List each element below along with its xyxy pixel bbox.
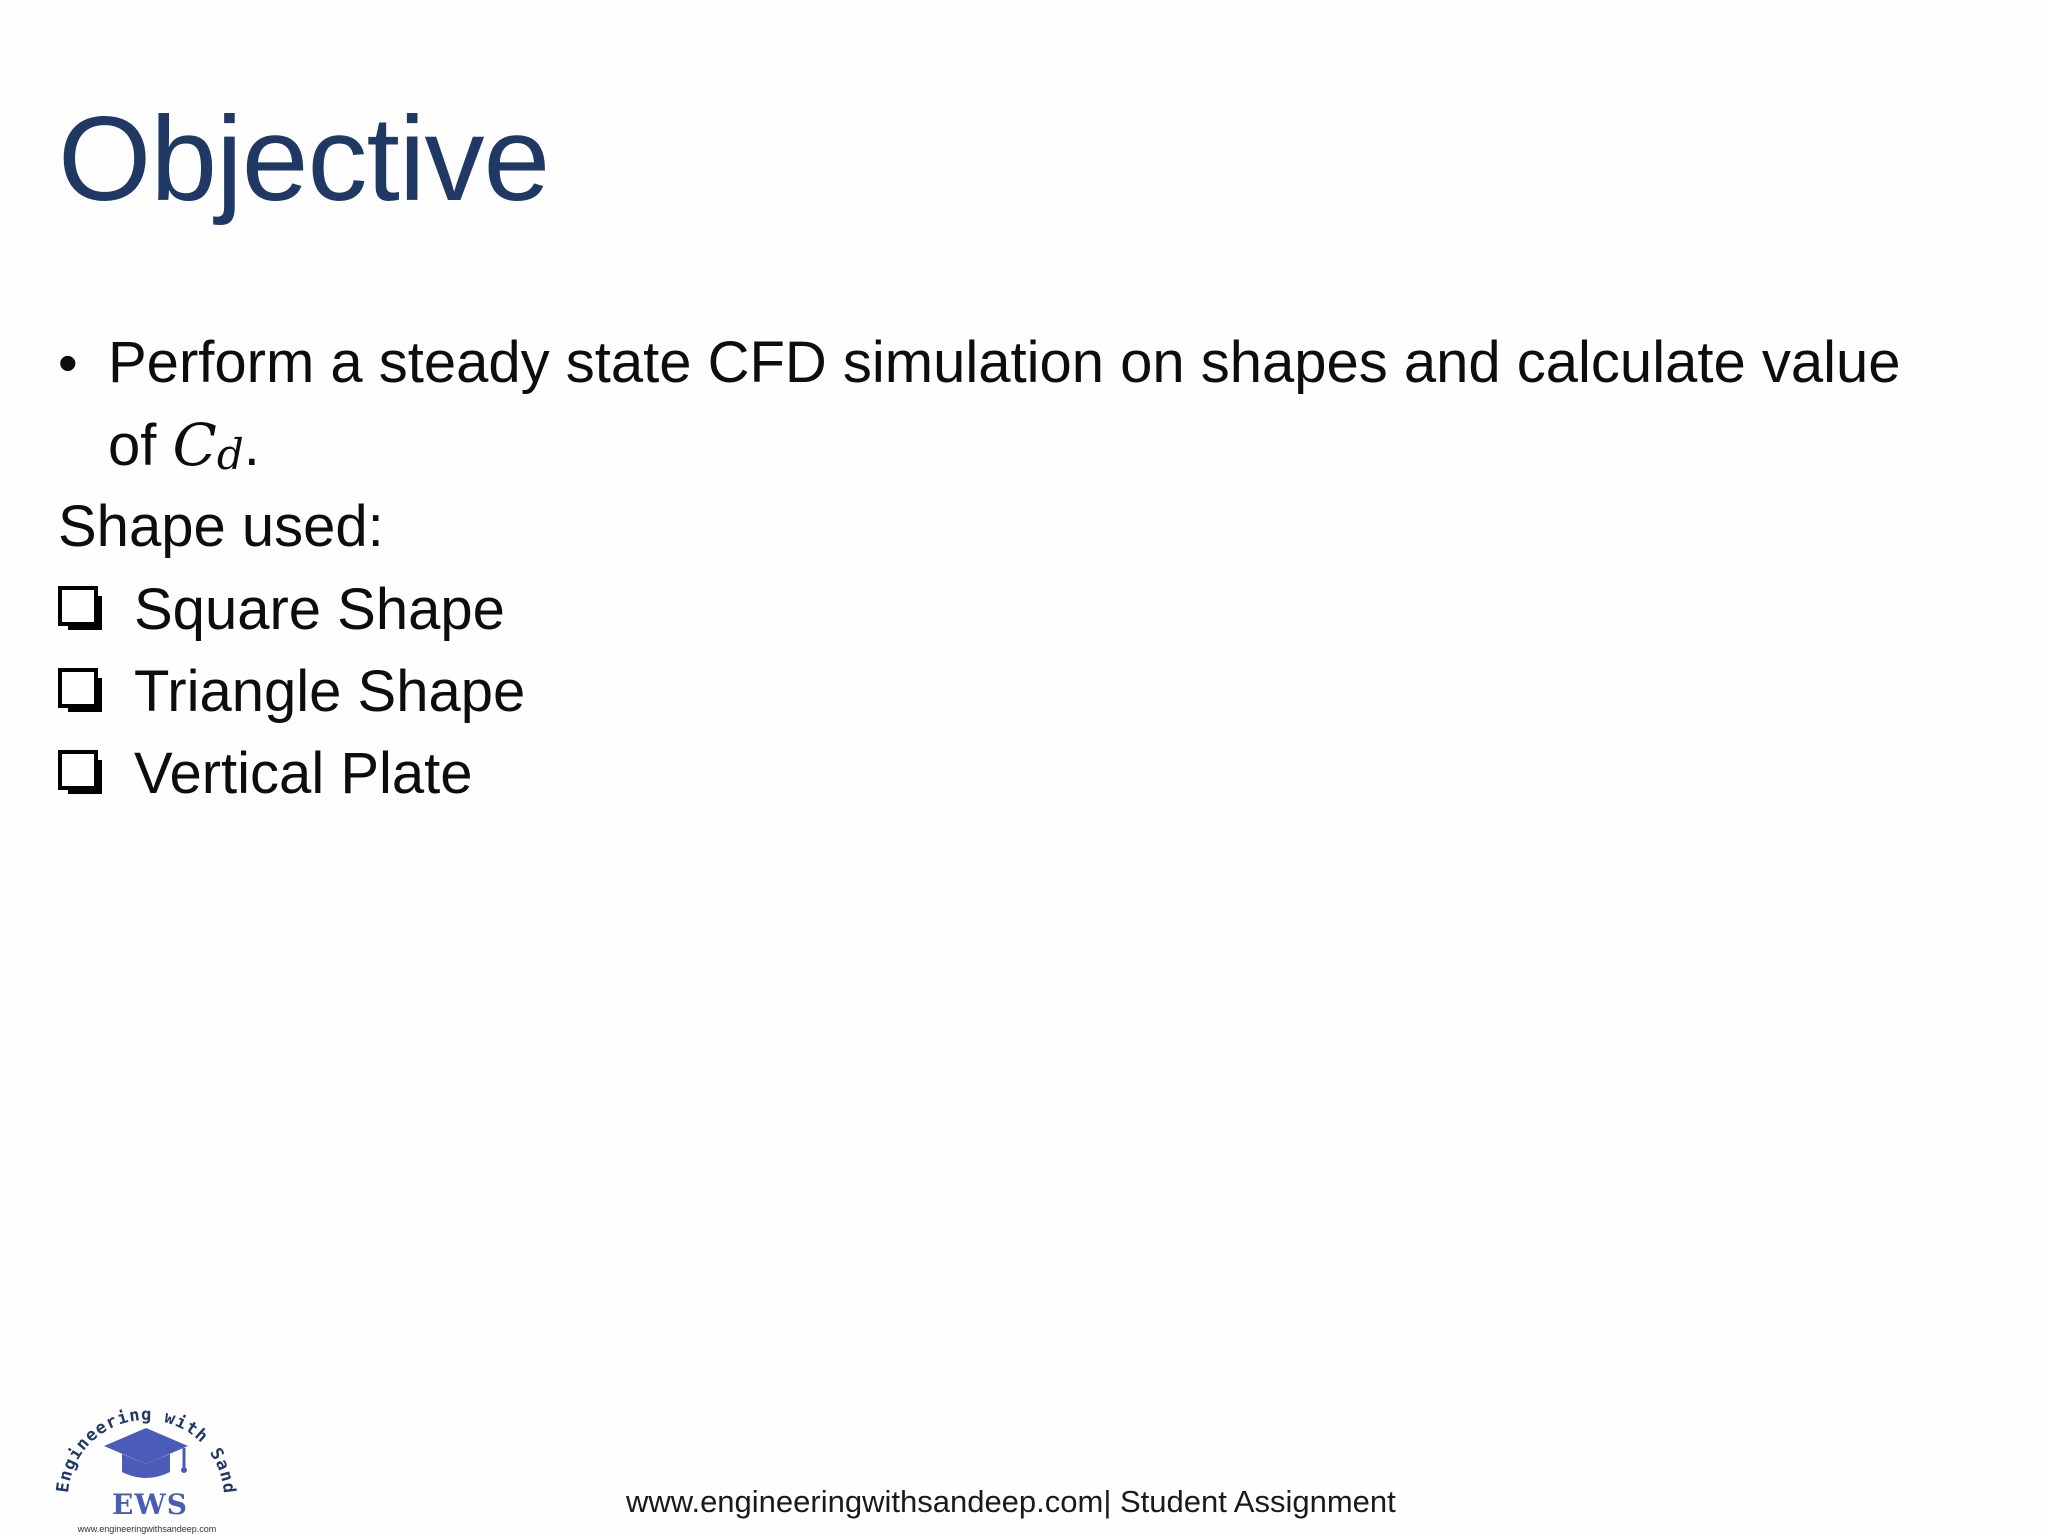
shape-label: Square Shape <box>134 576 505 642</box>
list-item <box>58 568 525 650</box>
bullet-marker: • <box>58 331 78 394</box>
checkbox-icon <box>58 586 104 632</box>
shapes-heading: Shape used: <box>58 494 384 559</box>
math-main: C <box>172 411 217 479</box>
bullet-text-end: . <box>243 413 260 478</box>
footer-text: www.engineeringwithsandeep.com| Student Assignment <box>626 1484 1396 1519</box>
checkbox-icon <box>58 668 104 714</box>
logo-caption: www.engineeringwithsandeep.com <box>77 1524 217 1534</box>
logo-mark: EWS <box>112 1488 189 1521</box>
math-subscript: d <box>216 430 244 479</box>
shape-label: Vertical Plate <box>134 740 473 806</box>
checkbox-icon <box>58 750 104 796</box>
list-item <box>58 650 525 732</box>
shape-label: Triangle Shape <box>134 658 526 724</box>
drag-coefficient-symbol <box>173 411 244 479</box>
shapes-list <box>58 568 525 814</box>
logo-arc-text: Engineering with Sand <box>53 1404 240 1496</box>
slide-title: Objective <box>58 92 550 226</box>
list-item <box>58 732 525 814</box>
graduation-cap-icon <box>104 1428 188 1478</box>
ews-logo <box>48 1380 248 1536</box>
bullet-text-main: Perform a steady state CFD simulation on shapes and calculate value of <box>108 330 1901 478</box>
bullet-text <box>108 322 1958 492</box>
